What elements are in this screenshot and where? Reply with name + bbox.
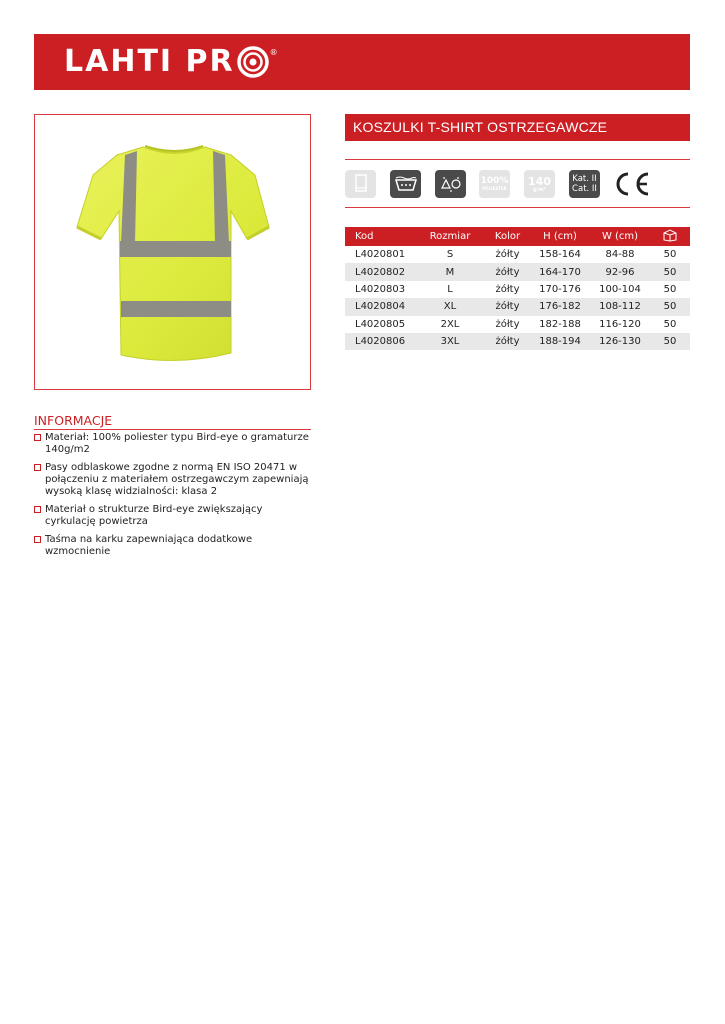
info-text: Taśma na karku zapewniająca dodatkowe wzmocnienie [45, 534, 253, 557]
washing-temperature-icon [390, 170, 421, 198]
table-row [345, 333, 690, 350]
cell-width: 100-104 [599, 283, 641, 295]
list-item [34, 432, 314, 456]
cell-height: 164-170 [530, 263, 590, 280]
cell-kod: L4020804 [345, 298, 415, 315]
cell-qty: 50 [650, 298, 690, 315]
cell-rozmiar: L [447, 283, 453, 295]
divider [34, 429, 311, 430]
product-title-bar [345, 114, 690, 141]
brand-name: LAHTI PR [64, 44, 235, 79]
list-item [34, 504, 314, 528]
fabric-weight-value: 140 [528, 174, 551, 188]
table-row [345, 281, 690, 298]
cell-kolor: żółty [485, 333, 530, 350]
cell-height: 176-182 [530, 298, 590, 315]
registered-mark-icon: ® [269, 47, 278, 57]
cell-kolor: żółty [495, 283, 520, 295]
cell-kod: L4020801 [355, 249, 406, 261]
bullet-square-icon [34, 536, 41, 543]
property-icons [345, 170, 690, 198]
cell-kolor: żółty [495, 249, 520, 261]
bullet-square-icon [34, 434, 41, 441]
cell-height: 158-164 [539, 249, 581, 261]
col-height: H (cm) [530, 227, 590, 246]
cell-kod: L4020802 [345, 263, 415, 280]
cell-width: 126-130 [590, 333, 650, 350]
cell-qty: 50 [650, 333, 690, 350]
cell-rozmiar: XL [415, 298, 485, 315]
cell-qty: 50 [663, 318, 677, 330]
cell-rozmiar: M [415, 263, 485, 280]
cell-width: 108-112 [590, 298, 650, 315]
info-heading: INFORMACJE [34, 413, 113, 428]
cell-kod: L4020803 [355, 283, 406, 295]
col-kod: Kod [345, 227, 415, 246]
info-text: Materiał: 100% poliester typu Bird-eye o gramaturze 140g/m2 [45, 432, 309, 455]
material-polyester-icon [479, 170, 510, 198]
cell-qty: 50 [663, 283, 677, 295]
category-en: Cat. II [572, 184, 597, 194]
divider [345, 207, 690, 208]
material-value: 100% [480, 175, 509, 186]
care-symbols-icon [435, 170, 466, 198]
table-header-row [345, 227, 690, 246]
fabric-weight-unit: g/m² [533, 186, 546, 193]
cell-qty: 50 [663, 249, 677, 261]
col-width: W (cm) [590, 227, 650, 246]
bullet-square-icon [34, 506, 41, 513]
list-item [34, 534, 314, 558]
col-package [650, 227, 690, 246]
cell-rozmiar: 3XL [415, 333, 485, 350]
table-row [345, 246, 690, 263]
logo-o-ring-icon [237, 46, 269, 78]
cell-kod: L4020805 [355, 318, 406, 330]
cell-height: 182-188 [539, 318, 581, 330]
cell-rozmiar: S [446, 249, 454, 261]
package-box-icon [663, 229, 677, 242]
cell-height: 188-194 [530, 333, 590, 350]
cell-width: 84-88 [605, 249, 635, 261]
col-kolor: Kolor [485, 227, 530, 246]
table-row [345, 316, 690, 333]
info-list [34, 432, 314, 564]
fabric-weight-icon [524, 170, 555, 198]
bullet-square-icon [34, 464, 41, 471]
col-rozmiar: Rozmiar [415, 227, 485, 246]
tshirt-image [35, 115, 310, 389]
divider [345, 159, 690, 160]
cell-kod: L4020806 [345, 333, 415, 350]
cell-qty: 50 [650, 263, 690, 280]
cell-kolor: żółty [495, 318, 520, 330]
cell-rozmiar: 2XL [440, 318, 460, 330]
cell-kolor: żółty [485, 298, 530, 315]
product-title: KOSZULKI T-SHIRT OSTRZEGAWCZE [353, 119, 608, 135]
cell-width: 92-96 [590, 263, 650, 280]
list-item [34, 462, 314, 498]
ce-mark-icon [611, 170, 655, 198]
product-image-frame [34, 114, 311, 390]
table-row [345, 298, 690, 315]
table-row [345, 263, 690, 280]
cell-kolor: żółty [485, 263, 530, 280]
cell-width: 116-120 [599, 318, 641, 330]
info-text: Materiał o strukturze Bird-eye zwiększający cyrkulację powietrza [45, 504, 263, 527]
brand-banner [34, 34, 690, 90]
material-name: POLIESTER [482, 185, 507, 191]
cell-height: 170-176 [539, 283, 581, 295]
info-text: Pasy odblaskowe zgodne z normą EN ISO 20471 w połączeniu z materiałem ostrzegawczym zapewniają wysoką klasę widzialności: klasa 2 [45, 462, 309, 497]
size-table [345, 227, 690, 350]
category-icon [569, 170, 600, 198]
size-chart-icon [345, 170, 376, 198]
brand-logo [64, 46, 278, 78]
category-pl: Kat. II [572, 174, 597, 184]
